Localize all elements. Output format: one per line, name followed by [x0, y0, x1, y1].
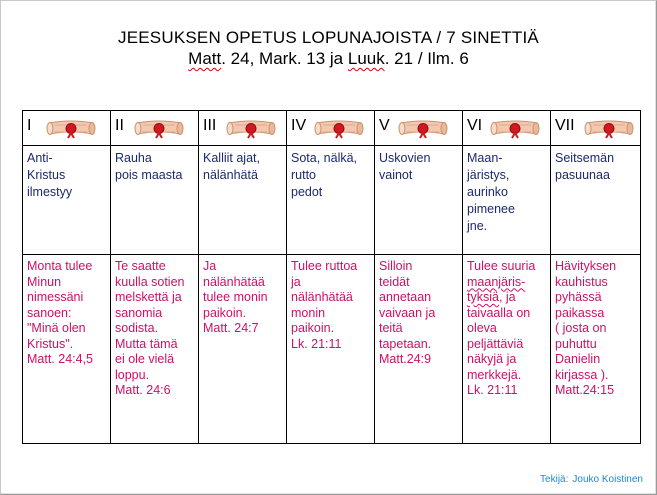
- prophecy-cell: [287, 255, 375, 444]
- seal-number-row: [23, 111, 641, 146]
- event-cell: [551, 146, 641, 255]
- seal-event: Sota, nälkä, rutto pedot: [291, 151, 358, 199]
- seal-event-row: [23, 146, 641, 255]
- prophecy-cell: [23, 255, 111, 444]
- seal-event: Rauha pois maasta: [115, 151, 183, 182]
- event-cell: [463, 146, 551, 255]
- event-cell: [287, 146, 375, 255]
- seal-prophecy: Silloin teidät annetaan vaivaan ja teitä tapetaan. Matt.24:9: [379, 259, 436, 366]
- event-cell: [199, 146, 287, 255]
- seals-table: [22, 110, 641, 444]
- prophecy-cell: [463, 255, 551, 444]
- page-title: JEESUKSEN OPETUS LOPUNAJOISTA / 7 SINETTIÄ: [118, 28, 539, 47]
- seal-numeral: VI: [467, 117, 483, 134]
- prophecy-cell: [199, 255, 287, 444]
- scroll-icon: [133, 117, 185, 144]
- page-subtitle: Matt. 24, Mark. 13 ja Luuk. 21 / Ilm. 6: [188, 49, 469, 68]
- scroll-icon: [225, 117, 277, 144]
- author-name: Jouko Koistinen: [572, 474, 643, 485]
- seal-header-cell: [23, 111, 111, 146]
- seal-prophecy: Hävityksen kauhistus pyhässä paikassa ( josta on puhuttu Danielin kirjassa ). Matt.24:15: [555, 259, 617, 397]
- event-cell: [111, 146, 199, 255]
- seal-header-cell: [463, 111, 551, 146]
- seal-prophecy: Te saatte kuulla sotien melskettä ja sanomia sodista. Mutta tämä ei ole vielä loppu. Matt. 24:6: [115, 259, 185, 397]
- seal-numeral: VII: [555, 117, 575, 134]
- scroll-icon: [397, 117, 449, 144]
- seal-header-cell: [551, 111, 641, 146]
- event-cell: [23, 146, 111, 255]
- seal-header-cell: [111, 111, 199, 146]
- seal-header-cell: [375, 111, 463, 146]
- scroll-icon: [583, 117, 635, 144]
- seal-numeral: I: [27, 117, 32, 134]
- seal-header-cell: [199, 111, 287, 146]
- author-credit: [536, 474, 643, 485]
- seal-numeral: IV: [291, 117, 307, 134]
- seal-event: Uskovien vainot: [379, 151, 431, 182]
- author-label: Tekijä:: [540, 474, 569, 485]
- seal-prophecy: Ja nälänhätää tulee monin paikoin. Matt. 24:7: [203, 259, 268, 335]
- seal-event: Anti- Kristus ilmestyy: [27, 151, 73, 199]
- scroll-icon: [313, 117, 365, 144]
- prophecy-cell: [111, 255, 199, 444]
- seal-numeral: V: [379, 117, 390, 134]
- prophecy-row: [23, 255, 641, 444]
- seal-numeral: III: [203, 117, 217, 134]
- seal-event: Seitsemän pasuunaa: [555, 151, 615, 182]
- scroll-icon: [489, 117, 541, 144]
- seal-prophecy: Tulee ruttoa ja nälänhätää monin paikoin. Lk. 21:11: [291, 259, 358, 351]
- prophecy-cell: [375, 255, 463, 444]
- seal-event: Maan- järistys, aurinko pimenee jne.: [467, 151, 515, 233]
- seal-header-cell: [287, 111, 375, 146]
- event-cell: [375, 146, 463, 255]
- scroll-icon: [45, 117, 97, 144]
- seal-event: Kalliit ajat, nälänhätä: [203, 151, 260, 182]
- prophecy-cell: [551, 255, 641, 444]
- seal-prophecy: Tulee suuria maanjäris- tyksiä, ja taivaalla on oleva peljättäviä näkyjä ja merkkejä. Lk. 21:11: [467, 259, 536, 397]
- seal-numeral: II: [115, 117, 124, 134]
- seal-prophecy: Monta tulee Minun nimessäni sanoen: "Minä olen Kristus". Matt. 24:4,5: [27, 259, 94, 366]
